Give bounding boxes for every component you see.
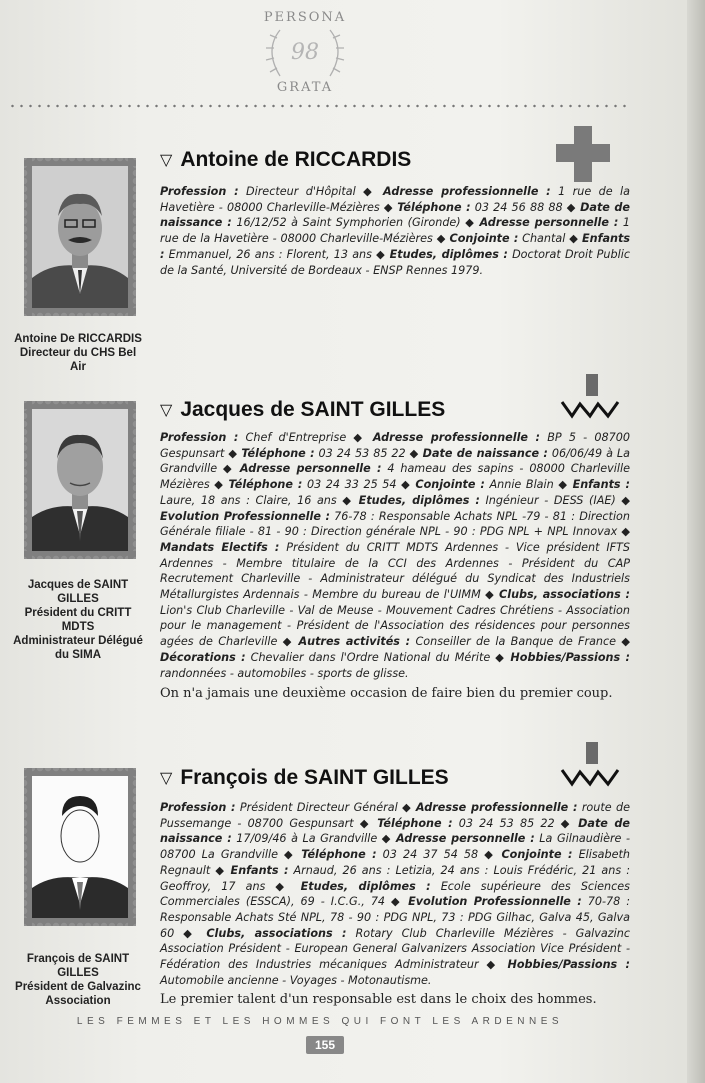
bio-field-label: Conjointe : — [449, 232, 519, 246]
bio-field-label: Enfants : — [160, 232, 630, 261]
bio-field-value: Laure, 18 ans : Claire, 16 ans ◆ — [160, 493, 359, 507]
bio-field-label: Evolution Professionnelle : — [160, 509, 330, 523]
portrait-caption-antoine: Antoine De RICCARDIS Directeur du CHS Bel Air — [14, 333, 142, 373]
bio-field-label: Décorations : — [160, 650, 246, 664]
bio-field-label: Hobbies/Passions : — [507, 958, 630, 972]
bio-field-label: Téléphone : — [397, 200, 471, 214]
logo-text-bottom: GRATA — [276, 80, 334, 95]
bio-field-value: Elisabeth Regnault ◆ — [160, 848, 630, 877]
bio-field-label: Enfants : — [572, 478, 630, 492]
bio-field-label: Hobbies/Passions : — [510, 650, 630, 664]
bio-field-label: Profession : — [160, 801, 236, 814]
logo-year: 98 — [291, 40, 319, 65]
bio-field-label: Adresse personnelle : — [239, 462, 382, 476]
bio-field-label: Téléphone : — [377, 816, 453, 830]
bio-field-value: Président Directeur Général ◆ — [235, 801, 416, 814]
bio-field-value: BP 5 - 08700 Gespunsart ◆ — [160, 431, 631, 460]
bio-field-value: La Gilnaudière - 08700 La Grandville ◆ — [160, 832, 631, 862]
portrait-jacques — [24, 401, 136, 559]
bio-field-label: Etudes, diplômes : — [389, 247, 508, 261]
triangle-down-icon: ▽ — [160, 770, 173, 787]
bio-field-value: 06/06/49 à La Grandville ◆ — [160, 446, 631, 476]
bio-field-value: 1 rue de la Havetière - 08000 Charleville-Mézières ◆ — [160, 216, 630, 246]
entry-name-jacques: ▽ Jacques de SAINT GILLES — [160, 398, 446, 421]
bio-field-value: Doctorat Droit Public de la Santé, Université de Bordeaux - ENSP Rennes 1979. — [160, 247, 630, 277]
bio-field-label: Conjointe : — [501, 848, 573, 862]
bio-field-value: 16/12/52 à Saint Symphorien (Gironde) ◆ — [231, 216, 480, 230]
entry-name-antoine: ▽ Antoine de RICCARDIS — [160, 148, 412, 171]
bio-field-value: Directeur d'Hôpital ◆ — [238, 185, 384, 198]
bio-field-label: Téléphone : — [228, 478, 303, 492]
bio-field-value: Chef d'Entreprise ◆ — [238, 431, 373, 444]
bio-field-label: Adresse professionnelle : — [383, 185, 551, 198]
bio-field-value: 03 24 56 88 88 ◆ — [470, 200, 581, 214]
portrait-caption-jacques: Jacques de SAINT GILLES Président du CRITT MDTS Administrateur Délégué du SIMA — [13, 579, 143, 661]
medical-cross-icon — [556, 126, 610, 182]
entry-name-francois: ▽ François de SAINT GILLES — [160, 766, 449, 789]
bio-field-label: Adresse personnelle : — [395, 832, 535, 846]
entry-quote-jacques: On n'a jamais une deuxième occasion de faire bien du premier coup. — [160, 686, 613, 701]
page-number: 155 — [306, 1036, 344, 1054]
bio-field-label: Clubs, associations : — [206, 926, 347, 940]
bio-field-label: Profession : — [160, 185, 239, 198]
bio-field-value: Annie Blain ◆ — [484, 478, 573, 492]
bio-field-value: route de Pussemange - 08700 Gespunsart ◆ — [160, 801, 630, 830]
bio-field-label: Date de naissance : — [160, 816, 630, 846]
portrait-caption-francois: François de SAINT GILLES Président de Galvazinc Association — [15, 953, 141, 1007]
bio-field-value: 03 24 37 54 58 ◆ — [376, 848, 502, 862]
company-logo-icon — [560, 742, 624, 790]
footer-tagline: LES FEMMES ET LES HOMMES QUI FONT LES ARDENNES — [76, 1016, 564, 1027]
entry-bio-antoine — [160, 184, 630, 278]
bio-field-label: Enfants : — [230, 863, 289, 877]
bio-field-label: Evolution Professionnelle : — [408, 895, 582, 909]
bio-field-value: randonnées - automobiles - sports de glisse. — [160, 666, 409, 680]
book-spine — [687, 0, 705, 1083]
bio-field-value: Président du CRITT MDTS Ardennes - Vice président IFTS Ardennes - Membre titulaire de la CCI des Ardennes - Président du CAP Recrutement Charleville - Administrateur délégué du Syndicat des Industriels Métallurgistes Ardennais - Membre du bureau de l'UIMM ◆ — [160, 540, 630, 602]
logo-text-top: PERSONA — [263, 10, 347, 25]
bio-field-label: Date de naissance : — [422, 446, 548, 460]
bio-field-value: Conseiller de la Banque de France ◆ — [410, 635, 630, 649]
bio-field-value: 4 hameau des sapins - 08000 Charleville Mézières ◆ — [160, 462, 630, 492]
portrait-antoine — [24, 158, 136, 316]
bio-field-value: Lion's Club Charleville - Val de Meuse - Mouvement Cadres Chrétiens - Association pour le management - Président de l'Association des résidences pour personnes agées de Charleville ◆ — [160, 603, 630, 649]
bio-field-value: Emmanuel, 26 ans : Florent, 13 ans ◆ — [164, 247, 390, 261]
company-logo-icon — [560, 374, 624, 422]
bio-field-value: 03 24 33 25 54 ◆ — [302, 478, 416, 492]
bio-field-value: Chantal ◆ — [518, 232, 582, 246]
triangle-down-icon: ▽ — [160, 402, 173, 419]
bio-field-value: 1 rue de la Havetière - 08000 Charleville-Mézières ◆ — [160, 185, 631, 214]
bio-field-value: 03 24 53 85 22 ◆ — [314, 446, 423, 460]
bio-field-value: Ingénieur - DESS (IAE) ◆ — [479, 493, 631, 507]
bio-field-label: Téléphone : — [241, 446, 315, 460]
portrait-francois — [24, 768, 136, 926]
bio-field-label: Adresse professionnelle : — [372, 431, 541, 444]
bio-field-label: Mandats Electifs : — [160, 540, 280, 554]
bio-field-label: Conjointe : — [415, 478, 485, 492]
bio-field-label: Adresse professionnelle : — [415, 801, 578, 814]
bio-field-value: Ecole supérieure des Sciences Commerciales (ESSCA), 69 - I.C.G., 74 ◆ — [160, 879, 631, 909]
bio-field-value: Chevalier dans l'Ordre National du Mérite ◆ — [245, 650, 511, 664]
entry-bio-francois — [160, 800, 630, 988]
entry-quote-francois: Le premier talent d'un responsable est dans le choix des hommes. — [160, 992, 597, 1007]
bio-field-value: 76-78 : Responsable Achats NPL -79 - 81 : Direction Générale filiale - 81 - 90 : Direction générale NPL - 90 : PDG NPL + NPL Innovax ◆ — [160, 509, 630, 539]
bio-field-value: Arnaud, 26 ans : Letizia, 24 ans : Louis Frédéric, 21 ans : Geoffroy, 17 ans ◆ — [160, 863, 630, 893]
triangle-down-icon: ▽ — [160, 152, 173, 169]
bio-field-value: Rotary Club Charleville Mézières - Galvazinc Association Président - European General Galvanizers Association Vice Président - Fédération des Industries mécaniques Administrateur ◆ — [160, 926, 630, 972]
bio-field-label: Adresse personnelle : — [479, 216, 619, 230]
bio-field-label: Date de naissance : — [160, 200, 630, 230]
persona-grata-logo — [250, 6, 360, 98]
header-divider — [8, 103, 630, 109]
bio-field-label: Etudes, diplômes : — [300, 879, 431, 893]
bio-field-value: 70-78 : Responsable Achats Sté NPL, 78 - 90 : PDG NPL, 73 : PDG Gilhac, Galva 45, Galva 60 ◆ — [160, 895, 630, 940]
bio-field-label: Profession : — [160, 431, 239, 444]
entry-bio-jacques — [160, 430, 630, 681]
bio-field-label: Etudes, diplômes : — [358, 493, 480, 507]
bio-field-label: Téléphone : — [301, 848, 377, 862]
bio-field-value: Automobile ancienne - Voyages - Motonautisme. — [160, 973, 432, 987]
bio-field-value: 17/09/46 à La Grandville ◆ — [231, 832, 396, 846]
bio-field-label: Clubs, associations : — [499, 588, 630, 602]
bio-field-value: 03 24 53 85 22 ◆ — [452, 816, 579, 830]
bio-field-label: Autres activités : — [298, 635, 411, 649]
